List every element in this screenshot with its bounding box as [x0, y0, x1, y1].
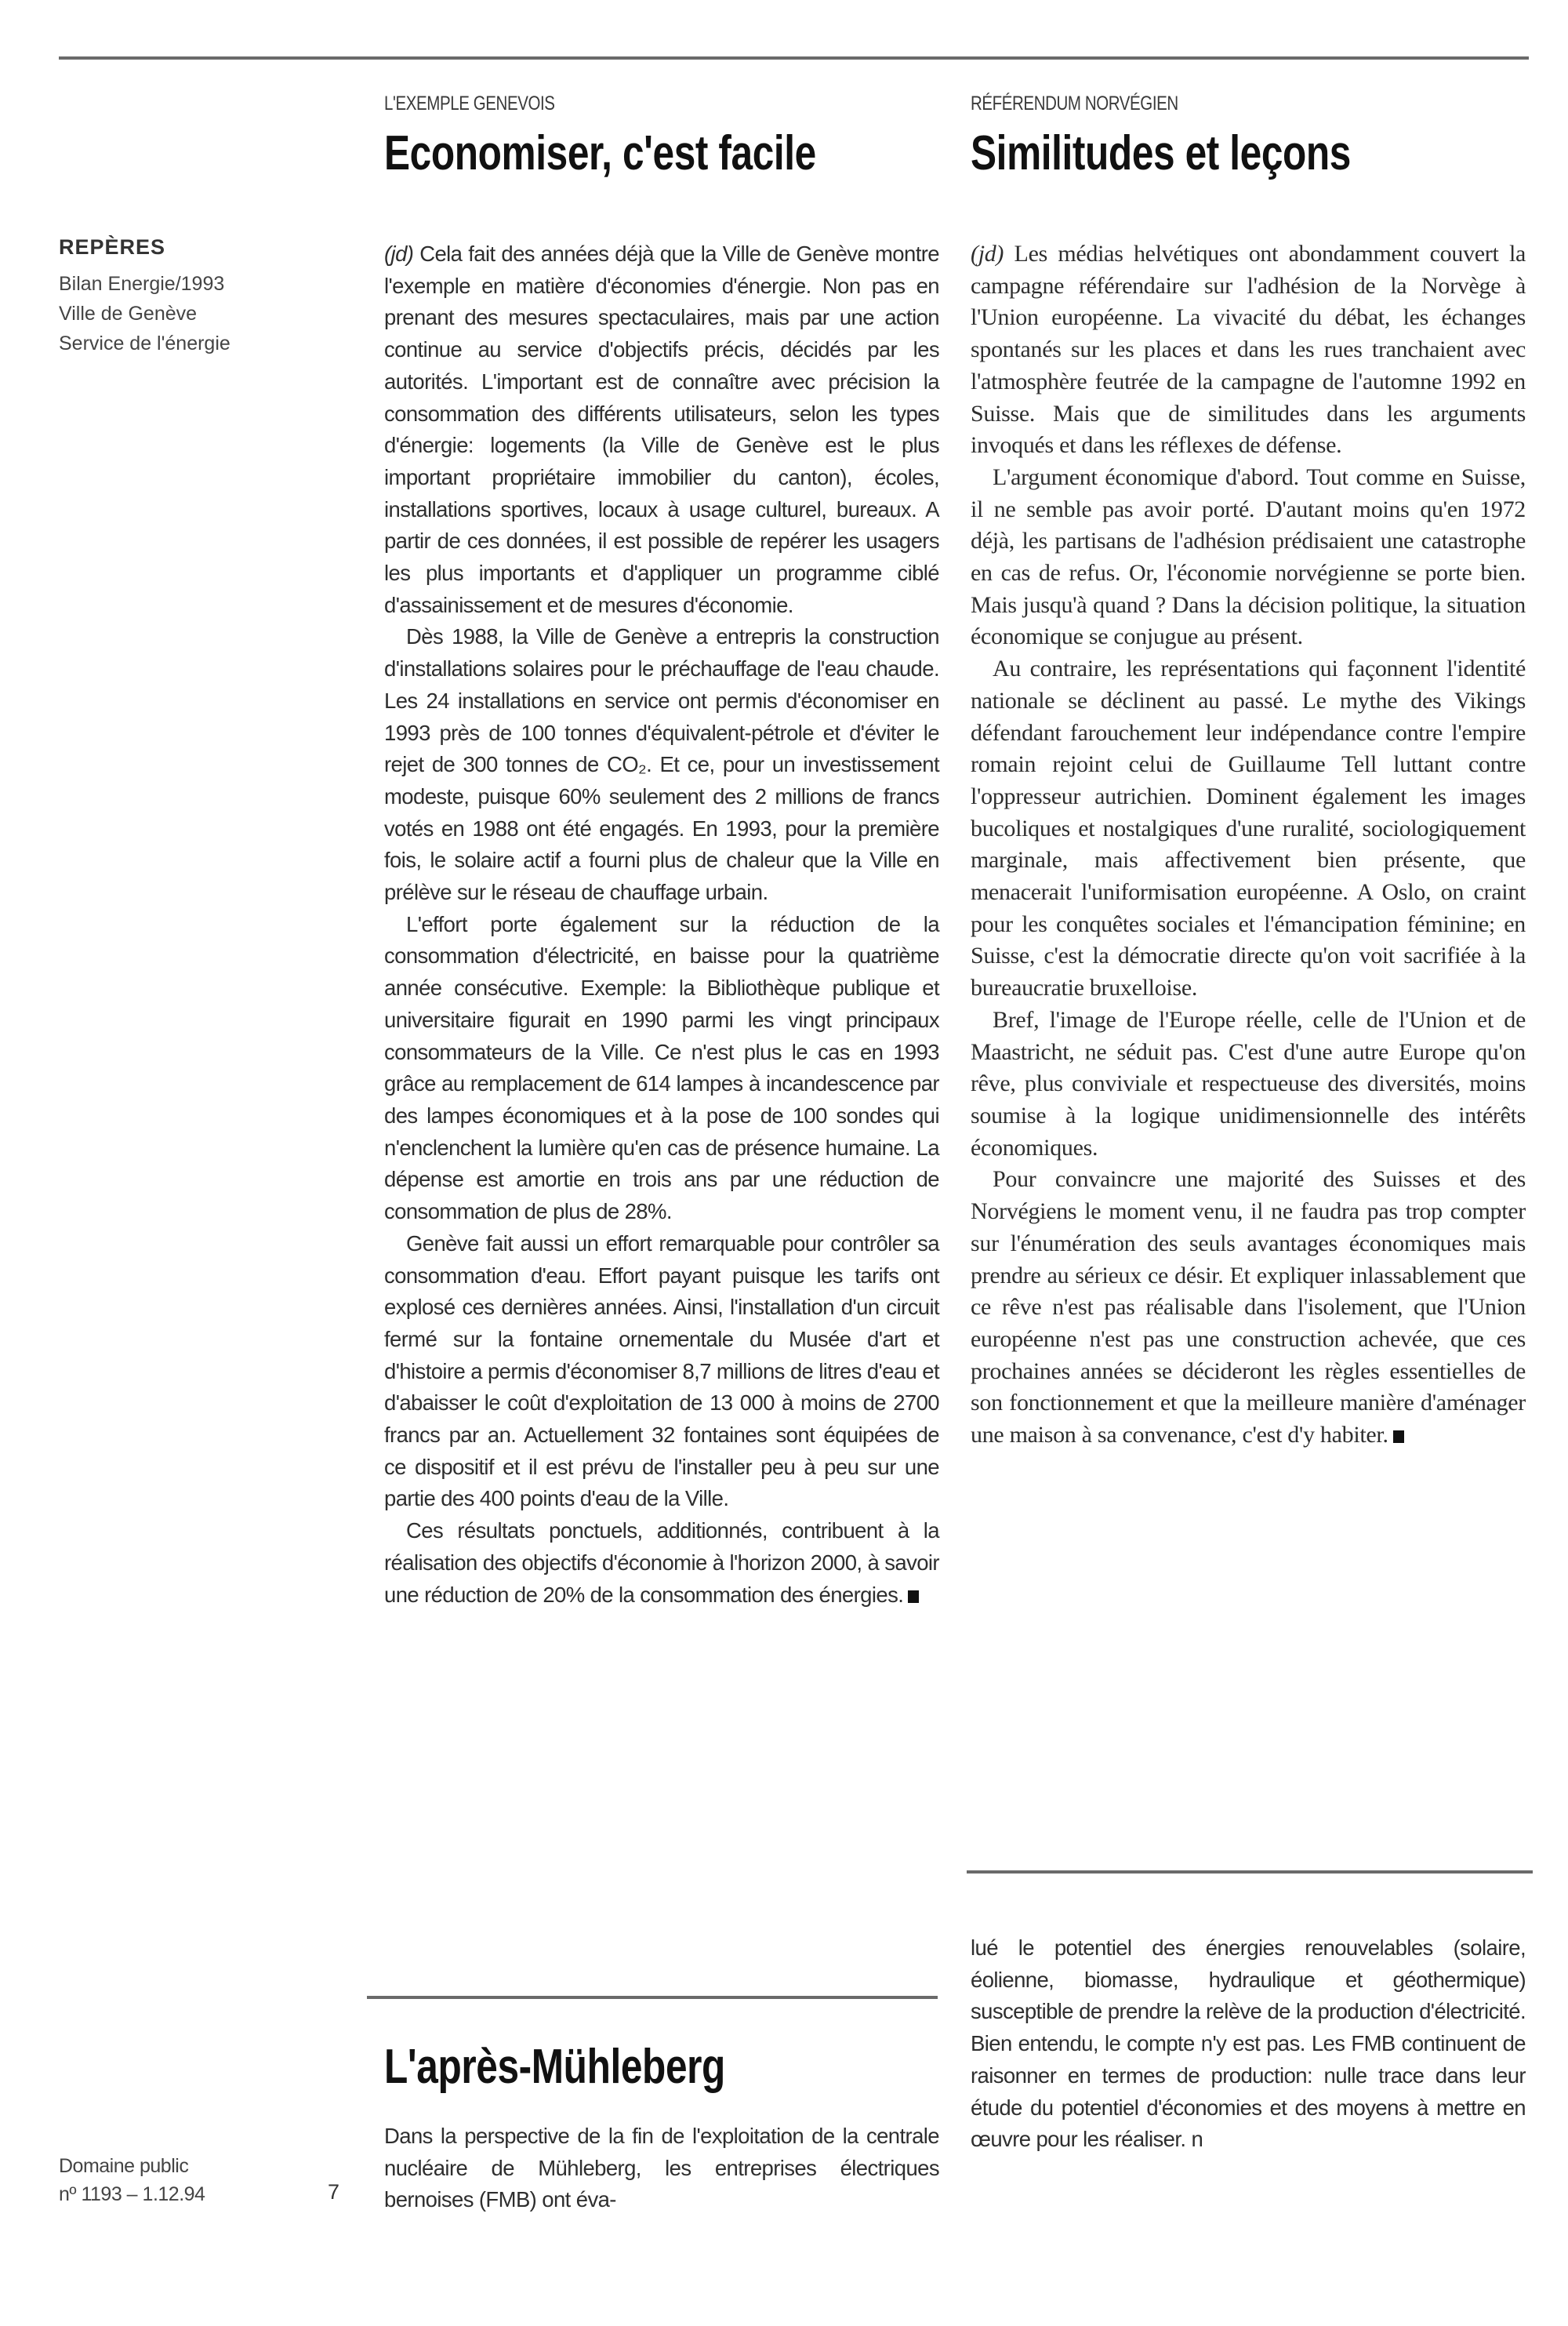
- article-paragraph: lué le potentiel des énergies renouvelables (solaire, éolienne, biomasse, hydraulique et géothermique) susceptible de prendre la relève de la production d'électricité. Bien entendu, le compte n'y est pas. Les FMB continuent de raisonner en termes de production: nulle trace dans leur étude du potentiel d'économies et des moyens à mettre en œuvre pour les réaliser. n: [971, 1935, 1526, 2152]
- end-of-article-icon: [1393, 1430, 1404, 1443]
- publication-name: Domaine public: [59, 2155, 189, 2177]
- sidebar-title: REPÈRES: [59, 235, 166, 259]
- article-paragraph: Au contraire, les représentations qui façonnent l'identité nationale se déclinent au passé. Le mythe des Vikings défendant farouchement leur indépendance contre l'empire romain rejoint celui de Guillaume Tell luttant contre l'oppresseur autrichien. Dominent également les images bucoliques et nostalgiques d'une ruralité, sociologiquement marginale, mais affectivement bien présente, que menacerait l'uniformisation européenne. A Oslo, on craint pour les conquêtes sociales et l'émancipation féminine; en Suisse, c'est la démocratie directe qu'on voit sacrifiée à la bureaucratie bruxelloise.: [971, 656, 1526, 1001]
- article2-body: [971, 238, 1526, 1452]
- sidebar-item: Ville de Genève: [59, 303, 198, 325]
- article3-body-part2: [971, 1932, 1526, 2156]
- article-paragraph: Dès 1988, la Ville de Genève a entrepris la construction d'installations solaires pour le préchauffage de l'eau chaude. Les 24 installations en service ont permis d'économiser en 1993 près de 100 tonnes d'équivalent-pétrole et d'éviter le rejet de 300 tonnes de CO₂. Et ce, pour un investissement modeste, puisque 60% seulement des 2 millions de francs votés en 1988 ont été engagés. En 1993, pour la première fois, le solaire actif a fourni plus de chaleur que la Ville en prélève sur le réseau de chauffage urbain.: [384, 624, 939, 905]
- publication-footer: [59, 2152, 205, 2208]
- byline: (jd): [971, 241, 1004, 267]
- article2-headline: Similitudes et leçons: [971, 126, 1351, 180]
- article-paragraph: L'effort porte également sur la réduction de la consommation d'électricité, en baisse pour la quatrième année consécutive. Exemple: la Bibliothèque publique et universitaire figurait en 1990 parmi les vingt principaux consommateurs de la Ville. Ce n'est plus le cas en 1993 grâce au remplacement de 614 lampes à incandescence par des lampes économiques et à la pose de 100 sondes qui n'enclenchent la lumière qu'en cas de présence humaine. La dépense est amortie en trois ans par une réduction de consommation de plus de 28%.: [384, 911, 939, 1224]
- sidebar-item: Service de l'énergie: [59, 333, 230, 354]
- issue-number: nº 1193 – 1.12.94: [59, 2183, 205, 2205]
- article3-body-part1: [384, 2121, 939, 2216]
- article-paragraph: L'argument économique d'abord. Tout comme en Suisse, il ne semble pas avoir porté. D'autant moins qu'en 1972 déjà, les partisans de l'adhésion prédisaient une catastrophe en cas de refus. Or, l'économie norvégienne se porte bien. Mais jusqu'à quand ? Dans la décision politique, la situation économique se conjugue au présent.: [971, 463, 1526, 650]
- article-paragraph: Pour convaincre une majorité des Suisses et des Norvégiens le moment venu, il ne faudra pas trop compter sur l'énumération des seuls avantages économiques mais prendre au sérieux ce désir. Et expliquer inlassablement que ce rêve n'est pas réalisable dans l'isolement, que l'Union européenne n'est pas une construction achevée, que ces prochaines années se décideront les règles essentielles de son fonctionnement et que la meilleure manière d'aménager une maison à sa convenance, c'est d'y habiter.: [971, 1166, 1526, 1448]
- top-rule: [59, 56, 1529, 60]
- article-paragraph: (jd) Les médias helvétiques ont abondamment couvert la campagne référendaire sur l'adhésion de la Norvège à l'Union européenne. La vivacité du débat, les échanges spontanés sur les places et dans les rues tranchaient avec l'atmosphère feutrée de la campagne de l'automne 1992 en Suisse. Mais que de similitudes dans les arguments invoqués et dans les réflexes de défense.: [971, 241, 1526, 459]
- byline: (jd): [384, 242, 414, 266]
- article-paragraph: (jd) Cela fait des années déjà que la Ville de Genève montre l'exemple en matière d'économies d'énergie. Non pas en prenant des mesures spectaculaires, mais par une action continue au service d'objectifs précis, décidés par les autorités. L'important est de connaître avec précision la consommation des différents utilisateurs, selon les types d'énergie: logements (la Ville de Genève est le plus important propriétaire immobilier du canton), écoles, installations sportives, locaux à usage culturel, bureaux. A partir de ces données, il est possible de repérer les usagers les plus importants et d'appliquer un programme ciblé d'assainissement et de mesures d'économie.: [384, 242, 939, 617]
- sidebar-item: Bilan Energie/1993: [59, 273, 225, 295]
- article1-body: [384, 238, 939, 1611]
- article-paragraph: Dans la perspective de la fin de l'exploitation de la centrale nucléaire de Mühleberg, les entreprises électriques bernoises (FMB) ont éva-: [384, 2124, 939, 2212]
- article-paragraph: Ces résultats ponctuels, additionnés, contribuent à la réalisation des objectifs d'économie à l'horizon 2000, à savoir une réduction de 20% de la consommation des énergies.: [384, 1518, 939, 1607]
- section-rule: [367, 1996, 938, 1999]
- section-rule: [967, 1870, 1533, 1874]
- page-number: 7: [328, 2180, 340, 2204]
- article-paragraph: Genève fait aussi un effort remarquable pour contrôler sa consommation d'eau. Effort payant puisque les tarifs ont explosé ces dernières années. Ainsi, l'installation d'un circuit fermé sur la fontaine ornementale du Musée d'art et d'histoire a permis d'économiser 8,7 millions de litres d'eau et d'abaisser le coût d'exploitation de 13 000 à moins de 2700 francs par an. Actuellement 32 fontaines sont équipées de ce dispositif et il est prévu de l'installer peu à peu sur une partie des 400 points d'eau de la Ville.: [384, 1230, 939, 1511]
- article3-headline: L'après-Mühleberg: [384, 2040, 725, 2094]
- article-paragraph: Bref, l'image de l'Europe réelle, celle de l'Union et de Maastricht, ne séduit pas. C'est d'une autre Europe qu'on rêve, plus conviviale et respectueuse des diversités, moins soumise à la logique unidimensionnelle des intérêts économiques.: [971, 1006, 1526, 1161]
- end-of-article-icon: [908, 1590, 919, 1603]
- article1-kicker: L'EXEMPLE GENEVOIS: [384, 93, 555, 114]
- reperes-sidebar: [59, 235, 318, 358]
- article1-headline: Economiser, c'est facile: [384, 126, 816, 180]
- article2-kicker: RÉFÉRENDUM NORVÉGIEN: [971, 93, 1178, 114]
